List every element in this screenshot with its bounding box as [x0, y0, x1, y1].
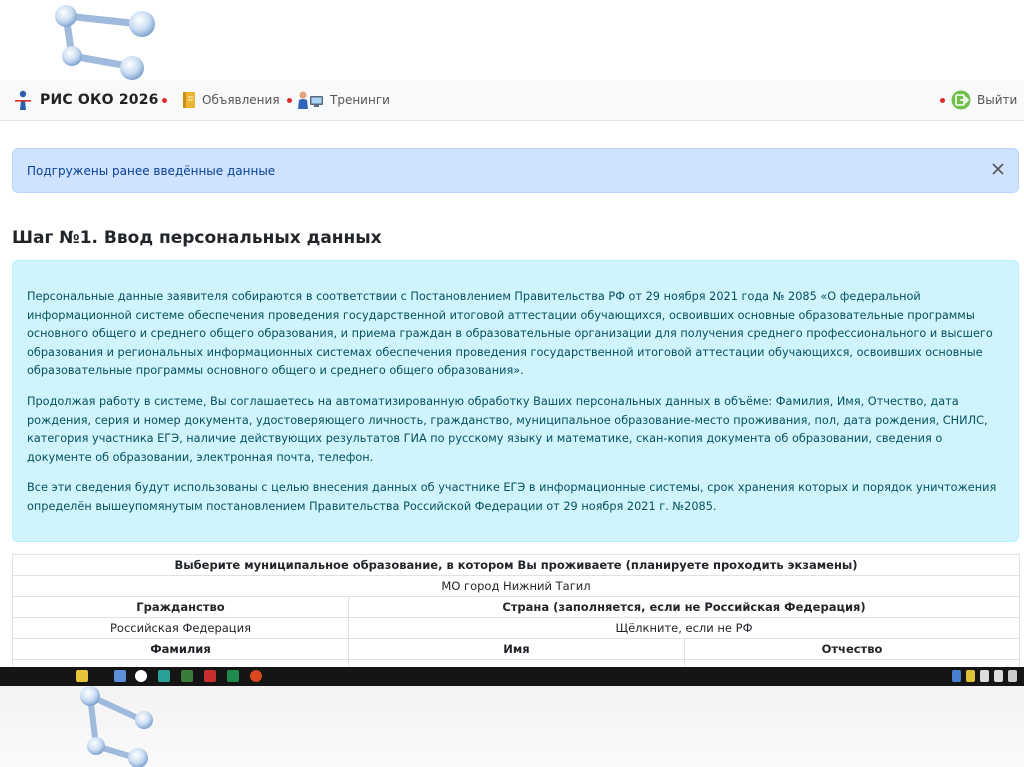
nav-link-label: Тренинги — [330, 93, 390, 107]
personal-data-form — [12, 554, 1020, 681]
tray-icon[interactable] — [994, 670, 1003, 682]
municipality-header: Выберите муниципальное образование, в котором Вы проживаете (планируете проходить экзамены) — [13, 555, 1020, 576]
table-row — [13, 555, 1020, 576]
nav-bullet — [940, 98, 945, 103]
table-row — [13, 576, 1020, 597]
file-manager-icon[interactable] — [114, 670, 126, 682]
country-field[interactable]: Щёлкните, если не РФ — [349, 618, 1020, 639]
browser-icon[interactable] — [135, 670, 147, 682]
name-header: Имя — [349, 639, 685, 660]
table-row — [13, 618, 1020, 639]
brand-title: РИС ОКО 2026 — [40, 92, 159, 108]
pdf-icon[interactable] — [204, 670, 216, 682]
tray-icon[interactable] — [980, 670, 989, 682]
nav-bullet — [287, 98, 292, 103]
citizenship-select[interactable]: Российская Федерация — [13, 618, 349, 639]
nav-bullet — [162, 98, 167, 103]
molecule-decoration-icon — [48, 0, 168, 82]
flag-figure-icon — [12, 89, 34, 111]
person-at-computer-icon — [296, 90, 326, 110]
brand[interactable] — [12, 88, 159, 112]
notice-paragraph: Продолжая работу в системе, Вы соглашаетесь на автоматизированную обработку Ваших персональных данных в объёме: Фамилия, Имя, Отчество, дата рождения, серия и номер документа, удостоверяющего личность, гражданство, муниципальное образование-место проживания, пол, дата рождения, СНИЛС, категория участника ЕГЭ, наличие действующих результатов ГИА по русскому языку и математике, скан-копия документа об образовании, сведения о документе об образовании, электронная почта, телефон. — [27, 394, 988, 464]
tray-icon[interactable] — [1008, 670, 1017, 682]
nav-link-trainings[interactable] — [296, 89, 390, 111]
page-title: Шаг №1. Ввод персональных данных — [12, 228, 382, 248]
notice-paragraph: Персональные данные заявителя собираются в соответствии с Постановлением Правительства РФ от 29 ноября 2021 года № 2085 «О федеральной информационной системе обеспечения проведения государственной итоговой аттестации обучающихся, освоивших основные образовательные программы основного общего и среднего общего образования, и приема граждан в образовательные организации для получения среднего профессионального и высшего образования и региональных информационных системах обеспечения проведения государственной итоговой аттестации обучающихся, освоивших основные образовательные программы основного общего и среднего общего образования». — [27, 290, 993, 378]
terminal-icon[interactable] — [158, 670, 170, 682]
table-row — [13, 597, 1020, 618]
tray-icon[interactable] — [966, 670, 975, 682]
patronymic-header: Отчество — [685, 639, 1020, 660]
citizenship-header: Гражданство — [13, 597, 349, 618]
media-icon[interactable] — [250, 670, 262, 682]
exit-icon — [949, 90, 973, 110]
nav-link-announcements[interactable] — [180, 89, 280, 111]
notice-paragraph: Все эти сведения будут использованы с целью внесения данных об участнике ЕГЭ в информационные системы, срок хранения которых и порядок уничтожения определён вышеупомянутым постановлением Правительства Российской Федерации от 29 ноября 2021 г. №2085. — [27, 481, 997, 513]
app-screen — [0, 80, 1024, 686]
nav-link-label: Объявления — [202, 93, 280, 107]
alert-text: Подгружены ранее введённые данные — [27, 164, 276, 178]
logout-label: Выйти — [977, 93, 1018, 107]
logout-button[interactable] — [949, 89, 1017, 111]
table-row — [13, 639, 1020, 660]
folder-icon[interactable] — [181, 670, 193, 682]
top-navbar — [0, 80, 1024, 121]
close-icon[interactable] — [990, 161, 1006, 177]
country-header: Страна (заполняется, если не Российская Федерация) — [349, 597, 1020, 618]
notebook-icon — [180, 90, 198, 110]
surname-header: Фамилия — [13, 639, 349, 660]
spreadsheet-icon[interactable] — [227, 670, 239, 682]
personal-data-notice — [12, 260, 1019, 542]
tray-icon[interactable] — [952, 670, 961, 682]
municipality-select[interactable]: МО город Нижний Тагил — [13, 576, 1020, 597]
molecule-decoration-icon — [70, 684, 170, 767]
sparkle-icon[interactable] — [76, 670, 88, 682]
loaded-data-alert — [12, 148, 1019, 193]
